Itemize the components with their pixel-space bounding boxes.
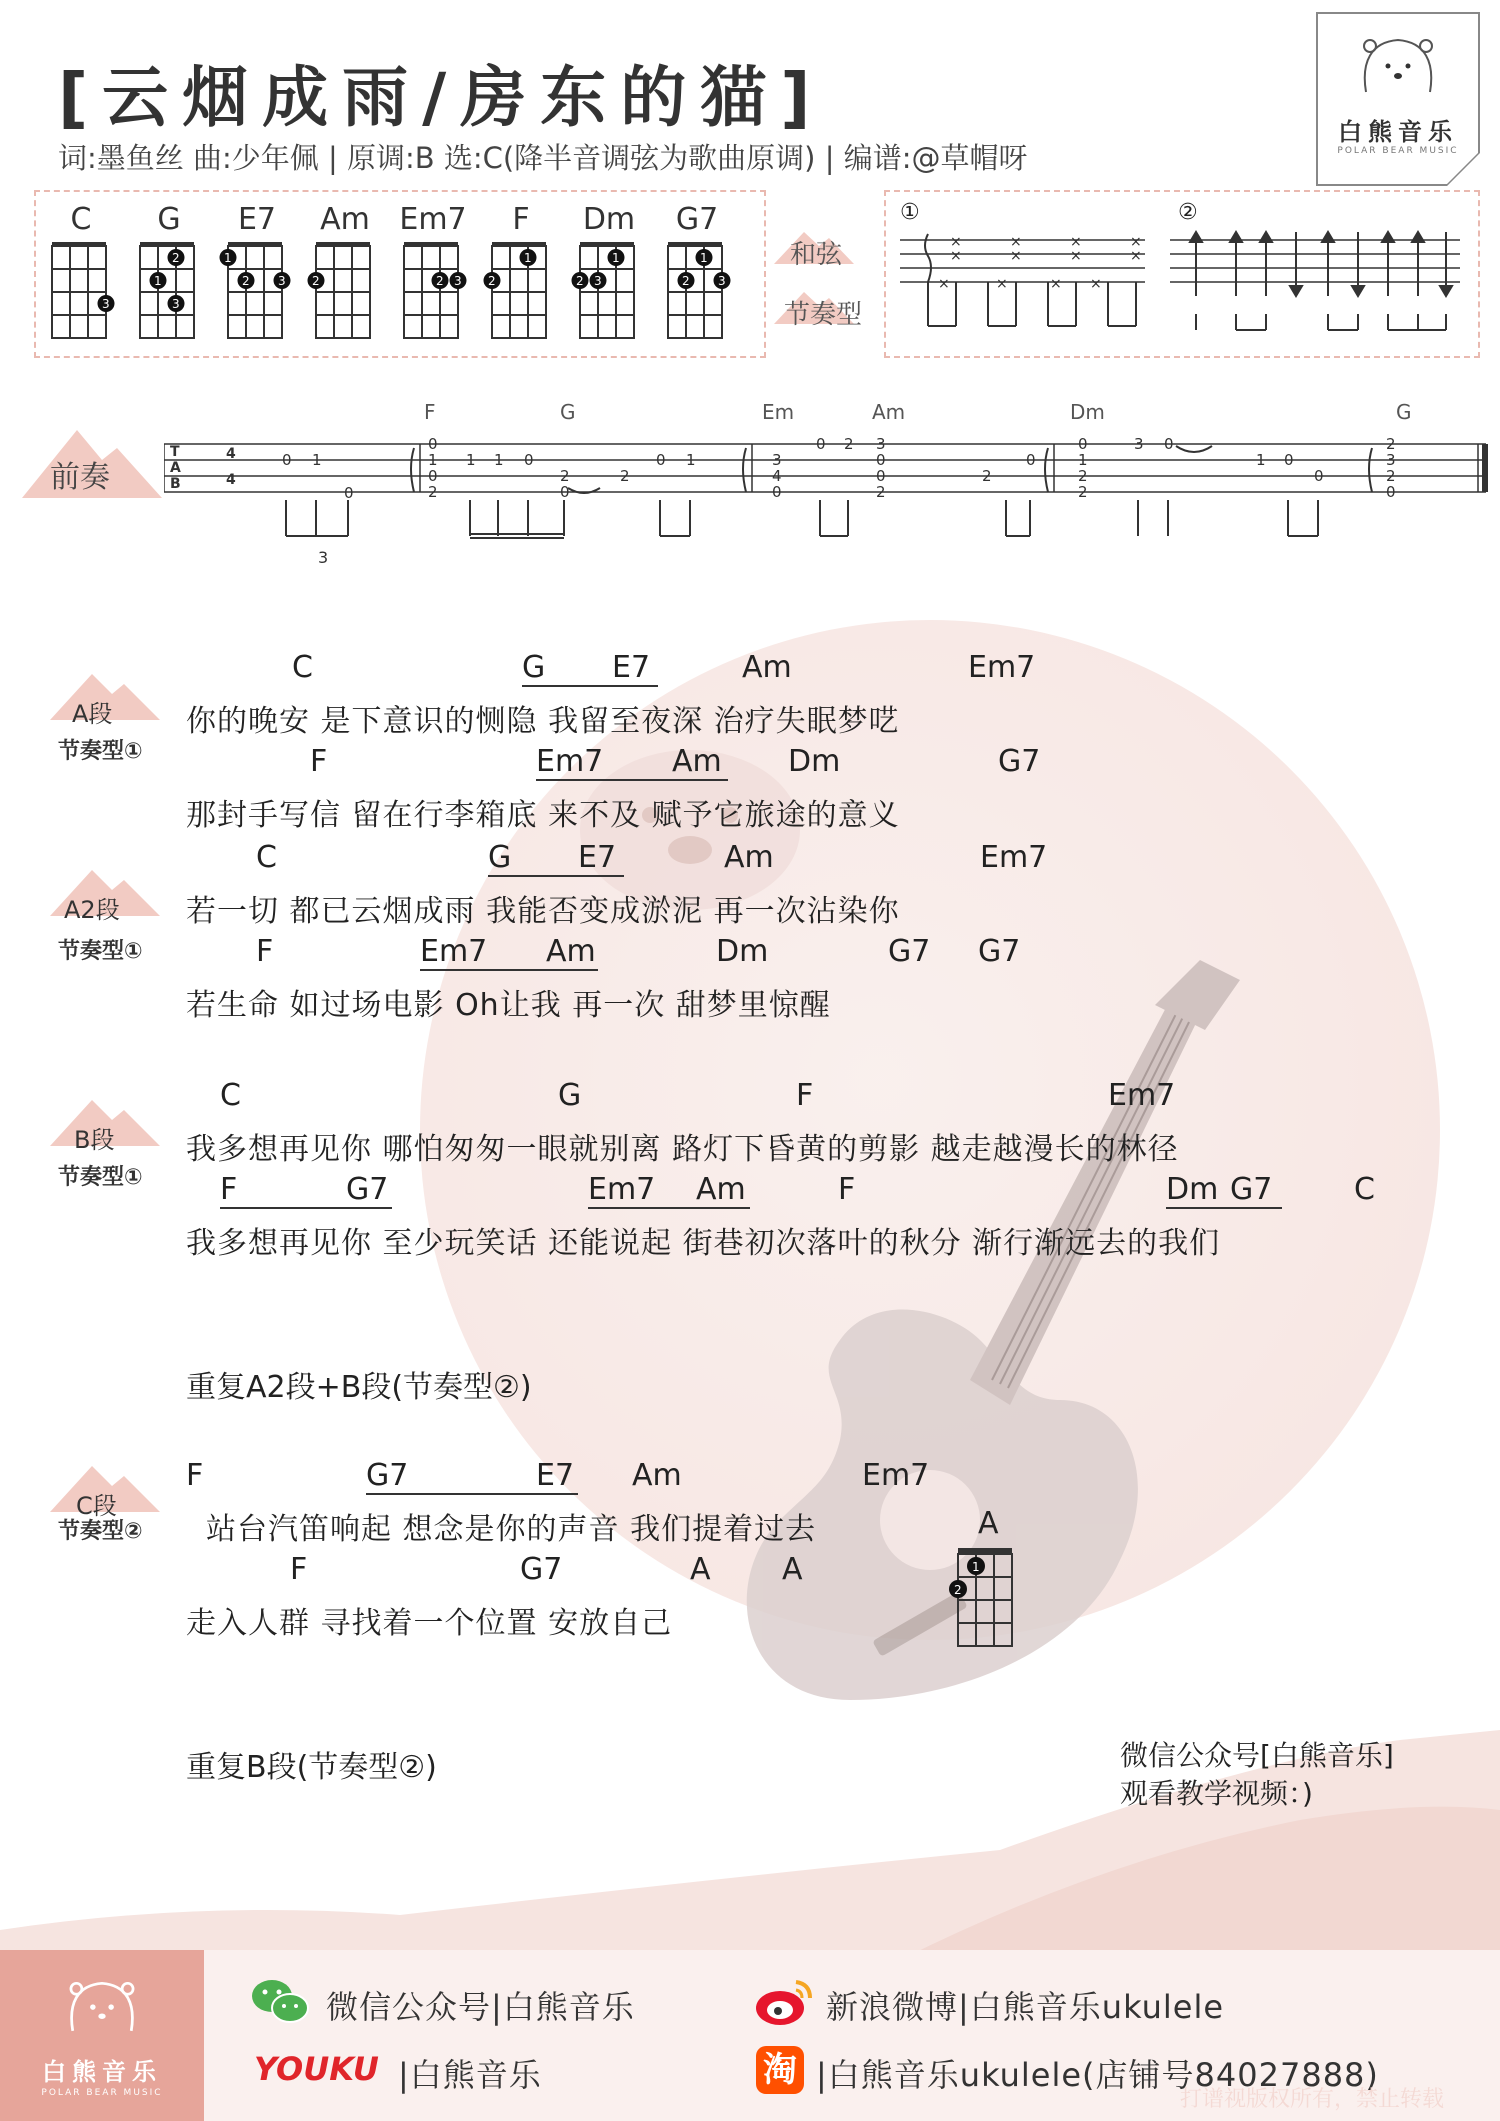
section-b-rhythm: 节奏型①: [58, 1165, 143, 1190]
chord-nut: [52, 242, 106, 247]
svg-text:×: ×: [1090, 276, 1102, 292]
svg-text:×: ×: [1070, 248, 1082, 264]
svg-text:3: 3: [1386, 451, 1396, 469]
lyric-chord: C: [220, 1078, 241, 1113]
svg-text:2: 2: [982, 467, 992, 485]
rhythm-tag: 节奏型: [784, 300, 863, 330]
svg-text:×: ×: [1010, 248, 1022, 264]
footer-taobao: |白熊音乐ukulele(店铺号84027888): [816, 2056, 1379, 2094]
lyric-chord: G7: [346, 1172, 389, 1207]
svg-text:T: T: [170, 444, 180, 460]
wechat-note-line2: 观看教学视频：): [1120, 1777, 1313, 1810]
finger-number: 1: [700, 251, 708, 265]
svg-text:×: ×: [1050, 276, 1062, 292]
svg-text:×: ×: [1130, 248, 1142, 264]
lyric-chord: G: [522, 650, 546, 685]
svg-text:4: 4: [226, 446, 236, 462]
lyric-chord: Em7: [862, 1458, 930, 1493]
svg-text:×: ×: [1130, 234, 1142, 250]
lyric-chord: C: [256, 840, 277, 875]
chord-nut: [492, 242, 546, 247]
svg-text:0: 0: [1026, 451, 1036, 469]
footer-logo-name: 白熊音乐: [42, 2058, 162, 2086]
brand-logo: [1316, 12, 1480, 186]
svg-text:0: 0: [344, 484, 354, 502]
finger-number: 1: [612, 251, 620, 265]
svg-text:1: 1: [466, 451, 476, 469]
finger-number: 1: [224, 251, 232, 265]
svg-text:1: 1: [1256, 451, 1266, 469]
lyric-chord-group: [366, 1458, 578, 1495]
svg-text:2: 2: [1386, 467, 1396, 485]
lyric-chord: F: [220, 1172, 238, 1207]
svg-text:3: 3: [876, 436, 886, 453]
finger-number: 3: [102, 297, 110, 311]
chord-nut: [668, 242, 722, 247]
svg-text:2: 2: [1078, 467, 1088, 485]
svg-text:1: 1: [972, 1560, 980, 1574]
chord-name: F: [512, 202, 530, 237]
chord-name: E7: [237, 202, 277, 237]
lyric-line: 我多想再见你 哪怕匆匆一眼就别离 路灯下昏黄的剪影 越走越漫长的林径: [186, 1132, 1179, 1167]
chord-diagram-label: A: [978, 1506, 999, 1541]
svg-text:1: 1: [428, 451, 438, 469]
weibo-icon: [752, 1976, 816, 2028]
svg-text:×: ×: [1010, 234, 1022, 250]
finger-number: 2: [682, 274, 690, 288]
chord-nut: [404, 242, 458, 247]
finger-number: 3: [454, 274, 462, 288]
chord-tag: 和弦: [790, 240, 843, 270]
lyric-line: 若生命 如过场电影 Oh让我 再一次 甜梦里惊醒: [186, 988, 831, 1023]
svg-text:2: 2: [560, 467, 570, 485]
lyric-chord: F: [310, 744, 328, 779]
song-credits: 词:墨鱼丝 曲:少年佩 | 原调:B 选:C(降半音调弦为歌曲原调) | 编谱:@草帽呀: [58, 141, 1028, 175]
logo-name: 白熊音乐: [1338, 118, 1458, 146]
svg-text:0: 0: [524, 451, 534, 469]
lyric-chord: E7: [578, 840, 617, 875]
wechat-note-line1: 微信公众号[白熊音乐]: [1120, 1739, 1394, 1772]
svg-text:0: 0: [656, 451, 666, 469]
svg-text:A: A: [170, 460, 181, 476]
chord-diagram-a: [946, 1544, 1026, 1654]
section-c-label: C段: [76, 1492, 117, 1520]
lyric-chord-group: [420, 934, 598, 971]
lyric-chord-group: [588, 1172, 750, 1209]
lyric-chord: Am: [696, 1172, 746, 1207]
svg-text:4: 4: [772, 467, 782, 485]
lyric-chord: G7: [978, 934, 1021, 969]
section-c-rhythm: 节奏型②: [58, 1519, 143, 1544]
finger-number: 3: [594, 274, 602, 288]
svg-text:2: 2: [844, 436, 854, 453]
svg-text:×: ×: [1070, 234, 1082, 250]
chord-diagrams: [44, 242, 764, 348]
lyric-chord: G7: [520, 1552, 563, 1587]
section-a-label: A段: [72, 700, 113, 728]
lyric-chord: Em7: [420, 934, 488, 969]
svg-text:2: 2: [1386, 436, 1396, 453]
svg-text:0: 0: [1164, 436, 1174, 453]
lyric-chord: C: [1354, 1172, 1375, 1207]
lyric-chord: Em7: [1108, 1078, 1176, 1113]
chord-nut: [140, 242, 194, 247]
svg-text:×: ×: [938, 276, 950, 292]
lyric-line: 走入人群 寻找着一个位置 安放自己: [186, 1606, 673, 1641]
lyric-chord: Am: [632, 1458, 682, 1493]
repeat-instruction: 重复B段(节奏型②): [186, 1750, 437, 1785]
chord-name: C: [70, 202, 92, 237]
finger-number: 2: [242, 274, 250, 288]
finger-number: 3: [172, 297, 180, 311]
lyric-chord: C: [292, 650, 313, 685]
svg-text:1: 1: [686, 451, 696, 469]
svg-text:1: 1: [312, 451, 322, 469]
svg-text:0: 0: [772, 483, 782, 501]
lyric-chord: A: [782, 1552, 803, 1587]
svg-text:B: B: [170, 476, 181, 492]
footer-youku: |白熊音乐: [398, 2056, 542, 2094]
lyric-chord: Em7: [536, 744, 604, 779]
svg-text:0: 0: [1078, 436, 1088, 453]
lyric-chord-group: [1166, 1172, 1282, 1209]
svg-text:0: 0: [876, 467, 886, 485]
chord-name: G7: [675, 202, 719, 237]
svg-text:×: ×: [996, 276, 1008, 292]
finger-number: 2: [576, 274, 584, 288]
lyric-chord: G7: [998, 744, 1041, 779]
svg-text:2: 2: [954, 1583, 962, 1597]
svg-text:0: 0: [816, 436, 826, 453]
chord-name: Em7: [399, 202, 467, 237]
svg-text:2: 2: [876, 483, 886, 501]
lyric-line: 若一切 都已云烟成雨 我能否变成淤泥 再一次沾染你: [186, 894, 900, 929]
finger-number: 1: [154, 274, 162, 288]
footer-logo-sub: POLAR BEAR MUSIC: [41, 2088, 163, 2098]
lyric-chord: E7: [612, 650, 651, 685]
intro-chord: Am: [872, 400, 906, 424]
svg-text:0: 0: [428, 467, 438, 485]
svg-text:3: 3: [1134, 436, 1144, 453]
lyric-chord: F: [256, 934, 274, 969]
intro-label: 前奏: [50, 460, 110, 495]
section-a-rhythm: 节奏型①: [58, 739, 143, 764]
lyric-chord: F: [796, 1078, 814, 1113]
lyric-line: 那封手写信 留在行李箱底 来不及 赋予它旅途的意义: [186, 798, 900, 833]
lyric-chord: Am: [672, 744, 722, 779]
lyric-chord-group: [220, 1172, 392, 1209]
section-a2-label: A2段: [64, 896, 120, 924]
repeat-instruction: 重复A2段+B段(节奏型②): [186, 1370, 532, 1405]
intro-chord: Dm: [1070, 400, 1105, 424]
rhythm-patterns: [900, 226, 1470, 346]
lyric-chord: G7: [888, 934, 931, 969]
chord-name: Dm: [582, 202, 636, 237]
svg-text:1: 1: [494, 451, 504, 469]
svg-text:0: 0: [1314, 467, 1324, 485]
intro-chord: Em: [762, 400, 795, 424]
lyric-chord: G: [558, 1078, 582, 1113]
lyric-chord: Am: [742, 650, 792, 685]
lyric-chord: Dm: [716, 934, 769, 969]
svg-text:×: ×: [950, 248, 962, 264]
lyric-chord: F: [838, 1172, 856, 1207]
lyric-line: 我多想再见你 至少玩笑话 还能说起 街巷初次落叶的秋分 渐行渐远去的我们: [186, 1226, 1221, 1261]
chord-name: Am: [320, 202, 370, 237]
rhythm-1-marker: ①: [900, 200, 920, 225]
svg-text:0: 0: [1386, 483, 1396, 501]
svg-text:1: 1: [1078, 451, 1088, 469]
rhythm-2-marker: ②: [1178, 200, 1198, 225]
wechat-icon: [250, 1976, 310, 2026]
lyric-line: 你的晚安 是下意识的恻隐 我留至夜深 治疗失眠梦呓: [186, 704, 900, 739]
chord-nut: [580, 242, 634, 247]
polar-bear-icon: [62, 1976, 142, 2040]
lyric-chord: E7: [536, 1458, 575, 1493]
finger-number: 2: [172, 251, 180, 265]
taobao-icon: 淘: [756, 2046, 804, 2094]
lyric-chord: G7: [1230, 1172, 1273, 1207]
lyric-chord: Dm: [1166, 1172, 1219, 1207]
lyric-chord: A: [690, 1552, 711, 1587]
lyric-chord: Em7: [588, 1172, 656, 1207]
footer-wechat: 微信公众号|白熊音乐: [326, 1988, 635, 2026]
lyric-chord-group: [522, 650, 658, 687]
svg-text:0: 0: [428, 436, 438, 453]
section-b-label: B段: [74, 1126, 115, 1154]
lyric-chord: F: [290, 1552, 308, 1587]
intro-chord: G: [560, 400, 576, 424]
triplet-marker: 3: [318, 548, 329, 567]
finger-number: 3: [718, 274, 726, 288]
lyric-chord: F: [186, 1458, 204, 1493]
svg-text:0: 0: [1284, 451, 1294, 469]
svg-text:0: 0: [560, 483, 570, 501]
lyric-chord-group: [488, 840, 624, 877]
lyric-chord: Am: [546, 934, 596, 969]
lyric-chord: Dm: [788, 744, 841, 779]
finger-number: 3: [278, 274, 286, 288]
svg-text:2: 2: [1078, 483, 1088, 501]
lyric-chord: Am: [724, 840, 774, 875]
finger-number: 2: [312, 274, 320, 288]
finger-number: 1: [524, 251, 532, 265]
svg-text:4: 4: [226, 472, 236, 488]
svg-text:0: 0: [282, 451, 292, 469]
svg-text:0: 0: [876, 451, 886, 469]
intro-chord: F: [424, 400, 436, 424]
page-title: [云烟成雨/房东的猫]: [58, 59, 825, 136]
chord-nut: [228, 242, 282, 247]
chord-nut: [316, 242, 370, 247]
lyric-chord: G: [488, 840, 512, 875]
section-a2-rhythm: 节奏型①: [58, 939, 143, 964]
copyright-notice: 打谱视版权所有，禁止转载: [1180, 2087, 1445, 2112]
logo-subtitle: POLAR BEAR MUSIC: [1337, 146, 1459, 156]
lyric-chord: Em7: [980, 840, 1048, 875]
page-curl-icon: [1446, 152, 1480, 186]
svg-text:×: ×: [950, 234, 962, 250]
polar-bear-icon: [1356, 32, 1440, 102]
intro-tablature: [164, 436, 1490, 546]
lyric-line: 站台汽笛响起 想念是你的声音 我们提着过去: [206, 1512, 817, 1547]
footer-weibo: 新浪微博|白熊音乐ukulele: [826, 1988, 1225, 2026]
lyric-chord-group: [536, 744, 728, 781]
youku-logo: YOUKU: [254, 2050, 379, 2088]
finger-number: 2: [488, 274, 496, 288]
chord-name: G: [157, 202, 181, 237]
lyric-chord: G7: [366, 1458, 409, 1493]
lyric-chord: Em7: [968, 650, 1036, 685]
svg-text:3: 3: [772, 451, 782, 469]
svg-text:2: 2: [428, 483, 438, 501]
intro-chord: G: [1396, 400, 1412, 424]
svg-text:2: 2: [620, 467, 630, 485]
finger-number: 2: [436, 274, 444, 288]
